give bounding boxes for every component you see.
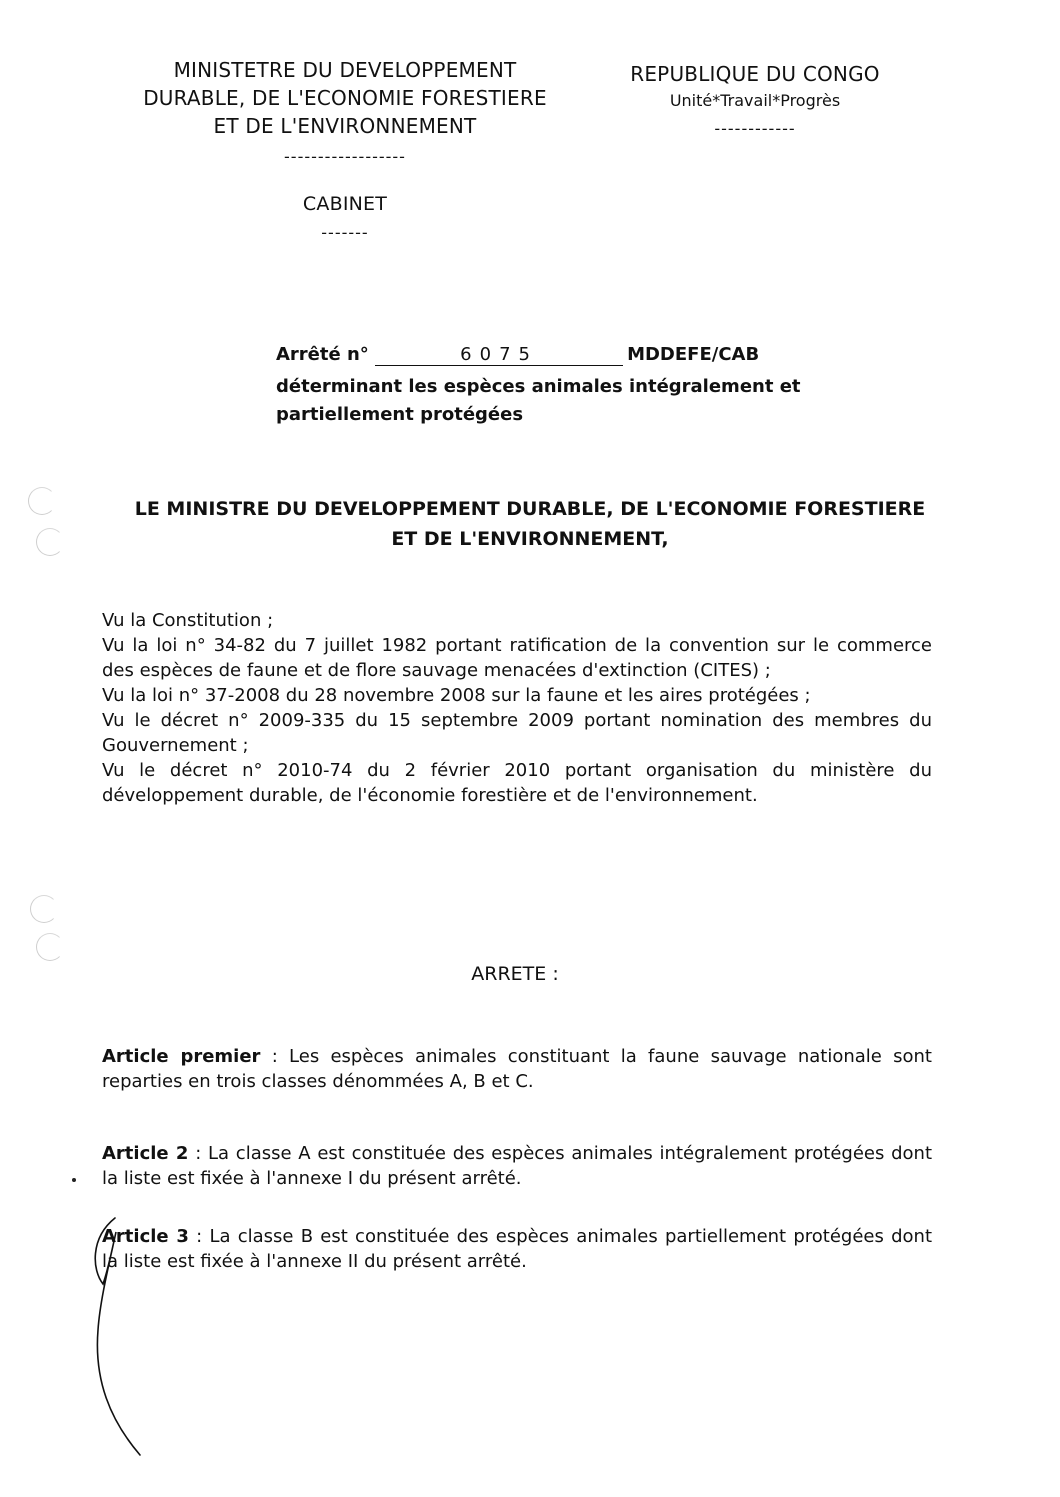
article-3-text: : La classe B est constituée des espèces animales partiellement protégées dont la liste est fixée à l'annexe II du présent arrêté. [102,1226,932,1272]
punch-hole-3 [30,895,58,923]
minister-title-line-2: ET DE L'ENVIRONNEMENT, [391,528,669,550]
consideration-decret-2009-335: Vu le décret n° 2009-335 du 15 septembre 2009 portant nomination des membres du Gouvernement ; [102,710,932,756]
consideration-constitution: Vu la Constitution ; [102,610,274,631]
article-3-label: Article 3 [102,1226,189,1247]
ministry-line-2: DURABLE, DE L'ECONOMIE FORESTIERE [143,86,547,110]
punch-hole-2 [36,528,64,556]
ministry-line-1: MINISTETRE DU DEVELOPPEMENT [173,58,517,82]
republic-title: REPUBLIQUE DU CONGO [630,62,880,86]
ministry-header [100,56,590,140]
article-3 [102,1224,932,1274]
margin-dot [72,1178,76,1182]
decree-number: 6075 [375,345,623,366]
republic-motto: Unité*Travail*Progrès [669,91,841,110]
punch-hole-4 [36,933,64,961]
minister-title [80,494,980,554]
consideration-decret-2010-74: Vu le décret n° 2010-74 du 2 février 2010 portant organisation du ministère du développement durable, de l'économie forestière et de l'environnement. [102,760,932,806]
article-premier-label: Article premier [102,1046,261,1067]
article-2-label: Article 2 [102,1143,189,1164]
arrete-heading: ARRETE : [471,963,559,985]
decree-reference [276,342,836,367]
handwritten-mark-icon [70,1210,160,1480]
decree-subject-line-1: déterminant les espèces animales intégralement et [276,376,801,397]
cabinet-label: CABINET [302,193,388,215]
cabinet-separator: ------- [321,223,369,242]
decree-prefix: Arrêté n° [276,344,369,365]
republic-separator: ------------ [714,119,796,138]
article-premier [102,1044,932,1094]
consideration-loi-37-2008: Vu la loi n° 37-2008 du 28 novembre 2008 sur la faune et les aires protégées ; [102,685,811,706]
article-2-text: : La classe A est constituée des espèces animales intégralement protégées dont la liste est fixée à l'annexe I du présent arrêté. [102,1143,933,1189]
article-2 [102,1141,932,1191]
ministry-separator: ------------------ [284,147,406,166]
ministry-line-3: ET DE L'ENVIRONNEMENT [213,114,477,138]
consideration-loi-34-82: Vu la loi n° 34-82 du 7 juillet 1982 portant ratification de la convention sur le commerce des espèces de faune et de flore sauvage menacées d'extinction (CITES) ; [102,635,932,681]
decree-subject-line-2: partiellement protégées [276,404,524,425]
decree-suffix: MDDEFE/CAB [627,344,760,365]
minister-title-line-1: LE MINISTRE DU DEVELOPPEMENT DURABLE, DE L'ECONOMIE FORESTIERE [134,498,926,520]
considerations-block [102,608,932,808]
article-premier-text: : Les espèces animales constituant la faune sauvage nationale sont reparties en trois classes dénommées A, B et C. [102,1046,932,1092]
punch-hole-1 [28,487,56,515]
